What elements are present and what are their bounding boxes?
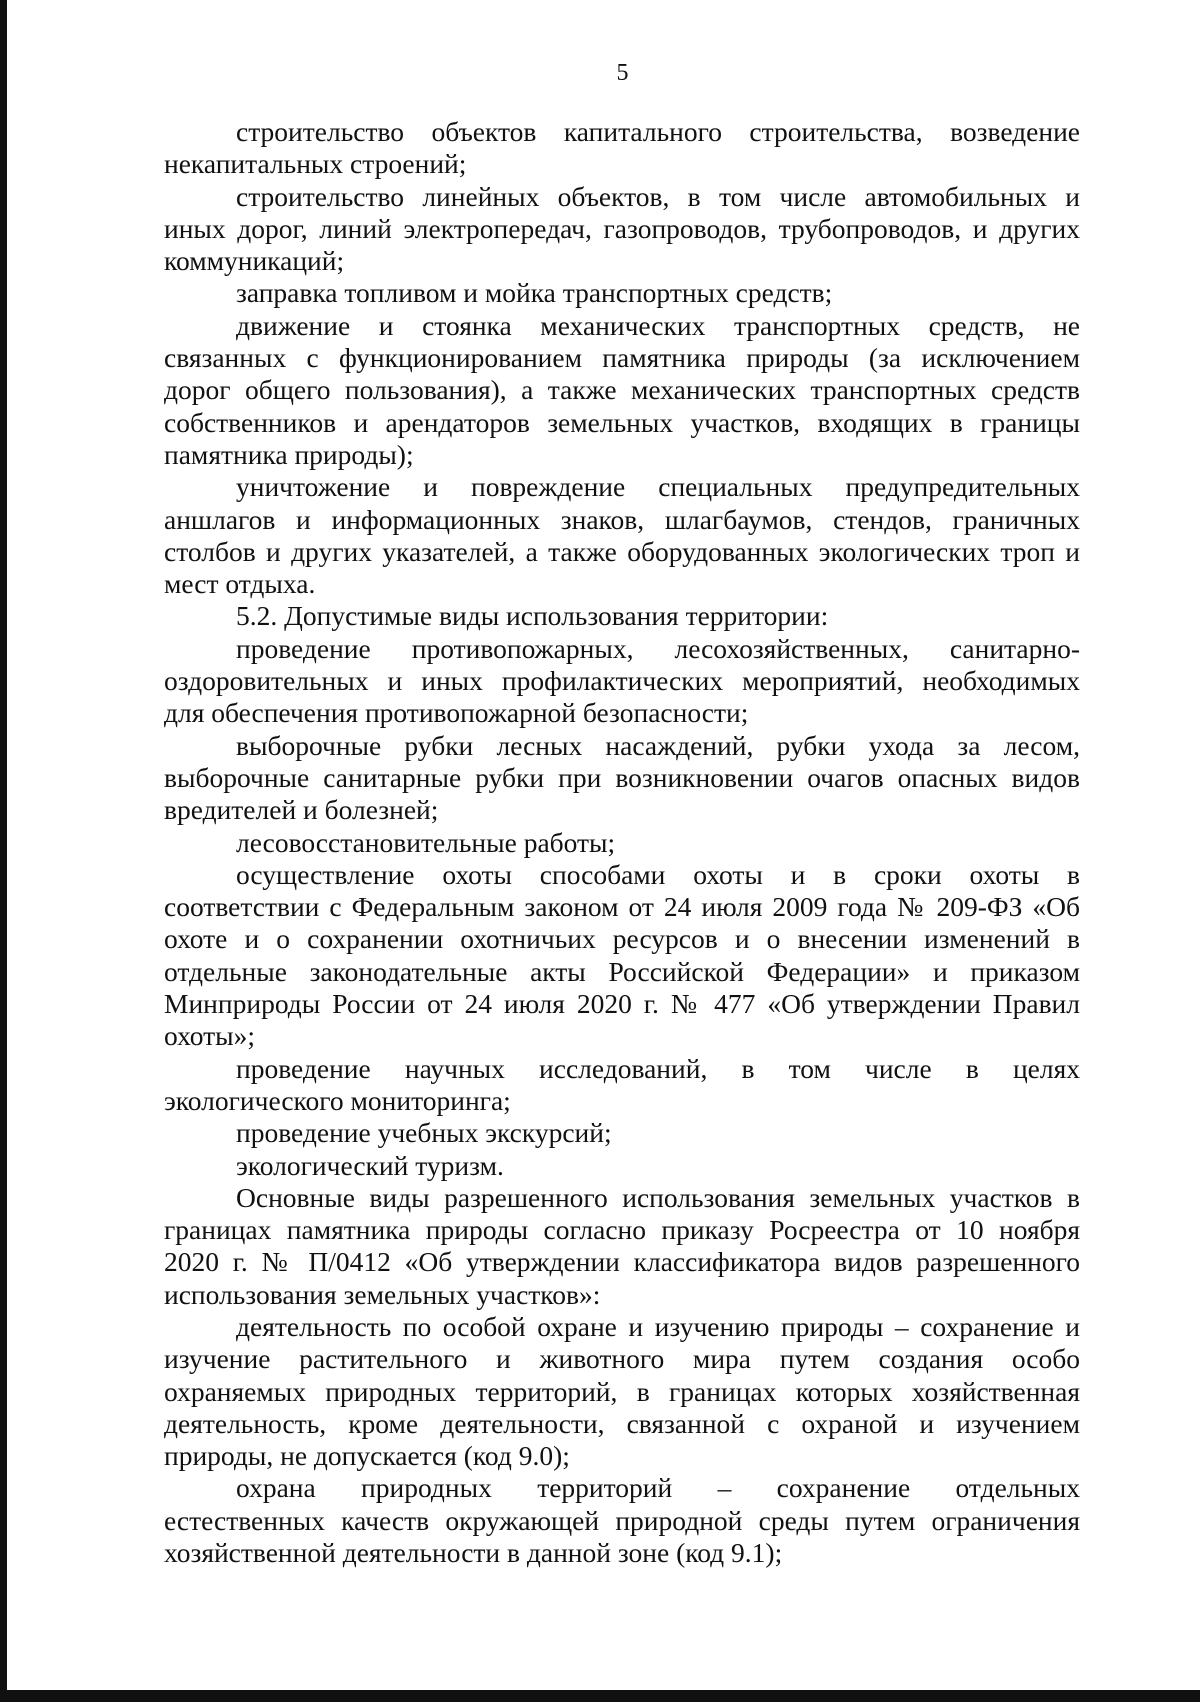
paragraph: [164, 1472, 1080, 1569]
text-line: Основные виды разрешенного использования земельных участков в: [236, 1181, 1080, 1213]
text-line: охоте и о сохранении охотничьих ресурсов и о внесении изменений в: [164, 923, 1080, 955]
paragraph: [164, 277, 1080, 309]
paragraph: [164, 1311, 1080, 1472]
text-line: аншлагов и информационных знаков, шлагбаумов, стендов, граничных: [164, 503, 1080, 535]
document-body: [164, 116, 1080, 1569]
text-line: охрана природных территорий – сохранение отдельных: [236, 1472, 1080, 1504]
text-line: иных дорог, линий электропередач, газопроводов, трубопроводов, и других: [164, 212, 1080, 244]
text-line: движение и стоянка механических транспортных средств, не: [236, 309, 1080, 341]
paragraph: [164, 633, 1080, 730]
paragraph: [164, 116, 1080, 181]
paragraph: [164, 1182, 1080, 1311]
text-line: выборочные санитарные рубки при возникновении очагов опасных видов: [164, 761, 1080, 793]
scan-bottom-edge: [0, 1690, 1200, 1702]
text-line: выборочные рубки лесных насаждений, рубки ухода за лесом,: [236, 729, 1080, 761]
text-line: использования земельных участков»:: [164, 1278, 601, 1310]
text-line: осуществление охоты способами охоты и в сроки охоты в: [236, 858, 1080, 890]
text-line: границах памятника природы согласно приказу Росреестра от 10 ноября: [164, 1214, 1080, 1246]
text-line: уничтожение и повреждение специальных предупредительных: [236, 471, 1080, 503]
text-line: заправка топливом и мойка транспортных средств;: [236, 277, 833, 309]
paragraph: [164, 600, 1080, 632]
text-line: связанных с функционированием памятника природы (за исключением: [164, 342, 1080, 374]
paragraph: [164, 310, 1080, 471]
paragraph: [164, 1117, 1080, 1149]
text-line: коммуникаций;: [164, 245, 345, 277]
text-line: вредителей и болезней;: [164, 794, 439, 826]
page-number: 5: [616, 60, 629, 86]
text-line: охоты»;: [164, 1020, 256, 1052]
paragraph: [164, 827, 1080, 859]
text-line: для обеспечения противопожарной безопасности;: [164, 697, 749, 729]
text-line: охраняемых природных территорий, в границах которых хозяйственная: [164, 1375, 1080, 1407]
paragraph: [164, 471, 1080, 600]
text-line: проведение противопожарных, лесохозяйственных, санитарно-: [236, 632, 1080, 664]
scan-left-edge: [0, 0, 7, 1702]
text-line: экологического мониторинга;: [164, 1084, 511, 1116]
text-line: мест отдыха.: [164, 568, 316, 600]
text-line: деятельность по особой охране и изучению природы – сохранение и: [236, 1310, 1080, 1342]
text-line: проведение учебных экскурсий;: [236, 1117, 612, 1149]
text-line: проведение научных исследований, в том числе в целях: [236, 1052, 1080, 1084]
text-line: столбов и других указателей, а также оборудованных экологических троп и: [164, 535, 1080, 567]
text-line: некапитальных строений;: [164, 148, 467, 180]
text-line: 2020 г. № П/0412 «Об утверждении классификатора видов разрешенного: [164, 1246, 1080, 1278]
text-line: строительство линейных объектов, в том числе автомобильных и: [236, 180, 1080, 212]
text-line: оздоровительных и иных профилактических мероприятий, необходимых: [164, 665, 1080, 697]
text-line: Минприроды России от 24 июля 2020 г. № 477 «Об утверждении Правил: [164, 988, 1080, 1020]
text-line: лесовосстановительные работы;: [236, 826, 616, 858]
text-line: соответствии с Федеральным законом от 24 июля 2009 года № 209-ФЗ «Об: [164, 891, 1080, 923]
paragraph: [164, 859, 1080, 1053]
text-line: строительство объектов капитального строительства, возведение: [236, 116, 1080, 147]
text-line: 5.2. Допустимые виды использования территории:: [236, 600, 829, 632]
text-line: дорог общего пользования), а также механических транспортных средств: [164, 374, 1080, 406]
text-line: отдельные законодательные акты Российской Федерации» и приказом: [164, 955, 1080, 987]
paragraph: [164, 730, 1080, 827]
text-line: деятельность, кроме деятельности, связанной с охраной и изучением: [164, 1407, 1080, 1439]
text-line: природы, не допускается (код 9.0);: [164, 1440, 570, 1472]
paragraph: [164, 1053, 1080, 1118]
paragraph: [164, 181, 1080, 278]
text-line: памятника природы);: [164, 438, 414, 470]
text-line: хозяйственной деятельности в данной зоне (код 9.1);: [164, 1537, 783, 1569]
text-line: естественных качеств окружающей природной среды путем ограничения: [164, 1504, 1080, 1536]
text-line: экологический туризм.: [236, 1149, 504, 1181]
text-line: изучение растительного и животного мира путем создания особо: [164, 1343, 1080, 1375]
text-line: собственников и арендаторов земельных участков, входящих в границы: [164, 406, 1080, 438]
paragraph: [164, 1150, 1080, 1182]
